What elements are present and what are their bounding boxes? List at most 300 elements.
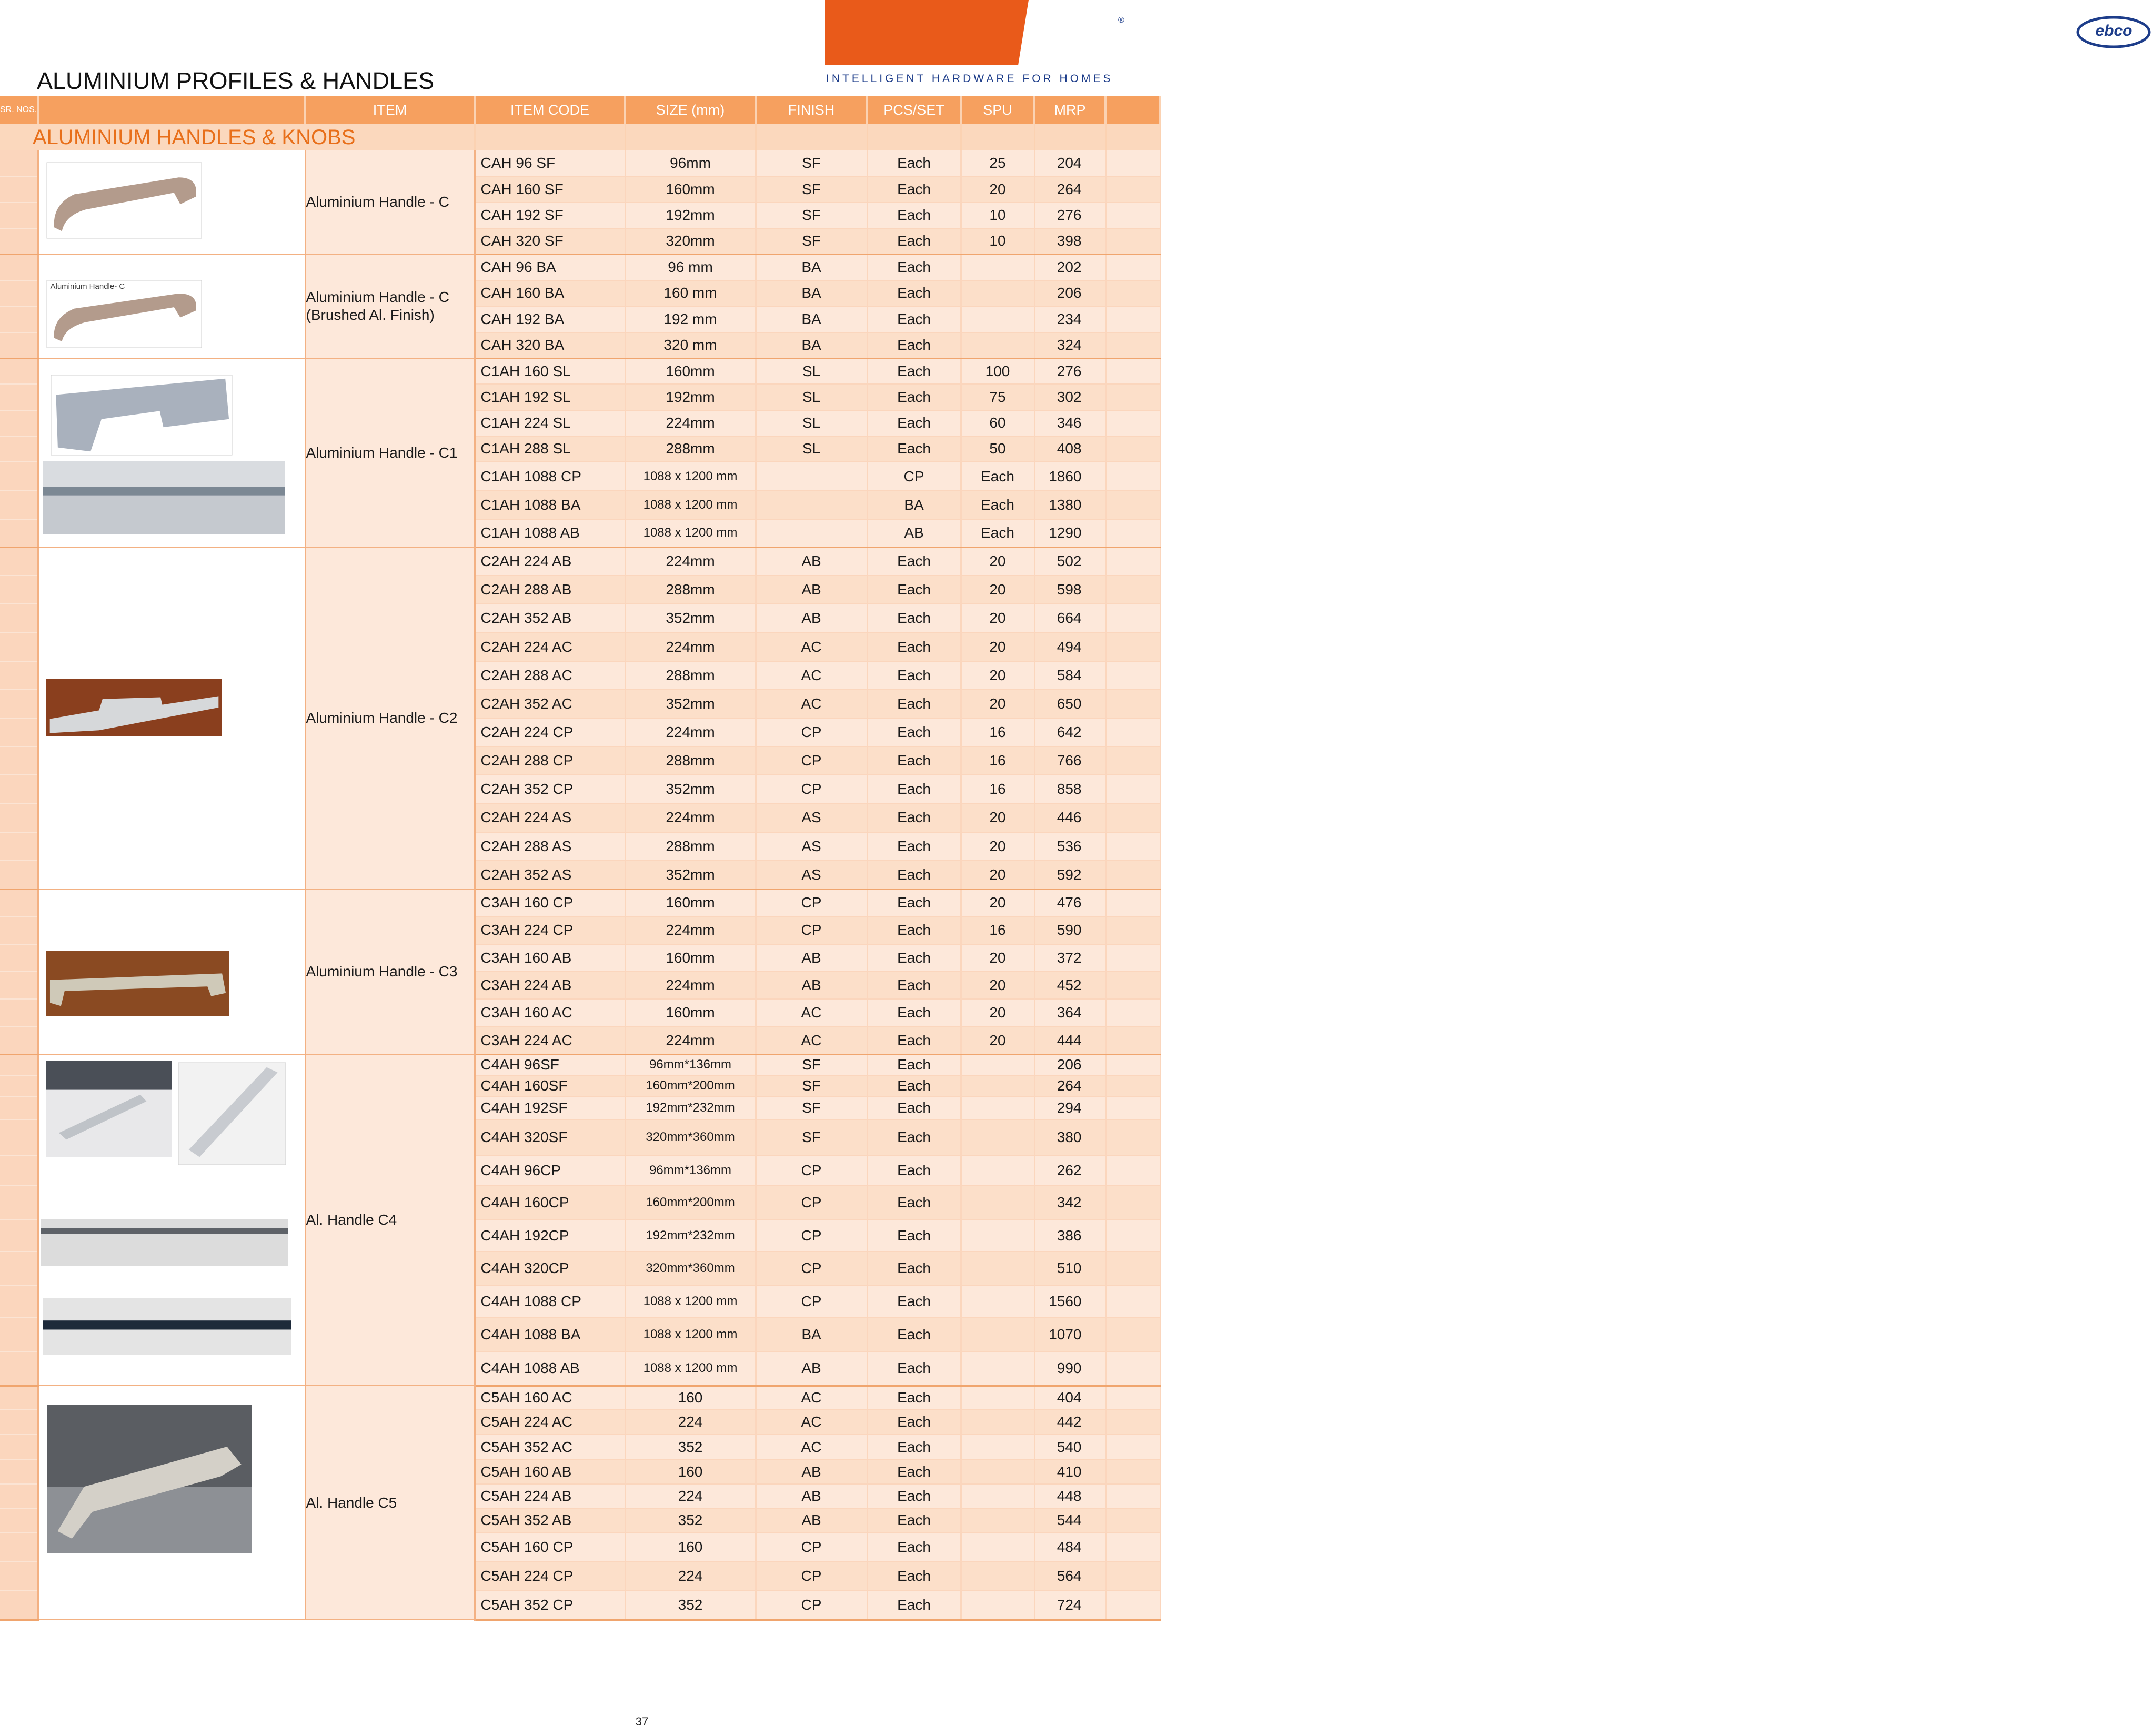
blank-cell (1105, 632, 1160, 661)
section-cell (1034, 124, 1105, 150)
product-image-cell (38, 1054, 305, 1386)
pcs-set: Each (867, 150, 961, 176)
size: 192mm (625, 203, 756, 228)
item-code: C4AH 320SF (475, 1119, 625, 1155)
sr-cell (0, 832, 38, 861)
handle-photo (178, 1062, 286, 1165)
sr-cell (0, 1027, 38, 1054)
sr-cell (0, 1285, 38, 1317)
spu: 16 (961, 718, 1034, 746)
item-code: C2AH 224 CP (475, 718, 625, 746)
blank-cell (1105, 358, 1160, 384)
spu (961, 332, 1034, 359)
item-code: C2AH 352 AB (475, 604, 625, 632)
sr-cell (0, 1386, 38, 1410)
spu: 60 (961, 410, 1034, 436)
section-cell (756, 124, 867, 150)
sr-cell (0, 999, 38, 1026)
section-cell (867, 124, 961, 150)
sr-cell (0, 436, 38, 462)
blank-cell (1105, 604, 1160, 632)
item-code: C2AH 352 CP (475, 775, 625, 803)
sr-cell (0, 1561, 38, 1590)
finish: SF (756, 150, 867, 176)
sr-cell (0, 1484, 38, 1508)
pcs-set: Each (867, 1532, 961, 1561)
size: 160 (625, 1532, 756, 1561)
product-group (0, 1386, 1160, 1620)
sr-cell (0, 775, 38, 803)
finish: AC (756, 1386, 867, 1410)
pcs-set: Each (867, 861, 961, 889)
size: 96 mm (625, 254, 756, 280)
finish: AS (756, 803, 867, 832)
pcs-set: Each (867, 1484, 961, 1508)
mrp: 484 (1034, 1532, 1105, 1561)
sr-cell (0, 1219, 38, 1251)
item-code: CAH 96 BA (475, 254, 625, 280)
item-code: C2AH 288 AS (475, 832, 625, 861)
mrp: 346 (1034, 410, 1105, 436)
product-group (0, 889, 1160, 1054)
sr-cell (0, 1508, 38, 1532)
handle-photo (43, 1298, 291, 1355)
sr-cell (0, 280, 38, 307)
finish (756, 519, 867, 547)
size: 1088 x 1200 mm (625, 519, 756, 547)
spu: Each (961, 462, 1034, 491)
table-row (0, 254, 1160, 280)
pcs-set: Each (867, 1285, 961, 1317)
pcs-set: Each (867, 1351, 961, 1386)
size: 1088 x 1200 mm (625, 491, 756, 519)
blank-cell (1105, 1027, 1160, 1054)
item-code: C1AH 1088 BA (475, 491, 625, 519)
sr-cell (0, 861, 38, 889)
spu (961, 1251, 1034, 1285)
mrp: 858 (1034, 775, 1105, 803)
size: 160 mm (625, 280, 756, 307)
sr-cell (0, 916, 38, 944)
size: 160 (625, 1460, 756, 1484)
pcs-set: Each (867, 1508, 961, 1532)
finish: AB (756, 1351, 867, 1386)
finish: AC (756, 661, 867, 690)
sr-cell (0, 746, 38, 775)
spu (961, 1318, 1034, 1351)
handle-photo (46, 162, 202, 239)
spu (961, 1434, 1034, 1459)
pcs-set: Each (867, 718, 961, 746)
size: 320 mm (625, 332, 756, 359)
sr-cell (0, 604, 38, 632)
item-code: C5AH 160 AB (475, 1460, 625, 1484)
blank-cell (1105, 306, 1160, 332)
blank-cell (1105, 1075, 1160, 1096)
col-spu: SPU (961, 96, 1034, 124)
item-code: C1AH 224 SL (475, 410, 625, 436)
blank-cell (1105, 254, 1160, 280)
spu: 20 (961, 861, 1034, 889)
size: 96mm*136mm (625, 1054, 756, 1075)
spu (961, 1054, 1034, 1075)
mrp: 264 (1034, 176, 1105, 202)
item-code: C4AH 192SF (475, 1096, 625, 1119)
blank-cell (1105, 746, 1160, 775)
spu: 20 (961, 999, 1034, 1026)
mrp: 536 (1034, 832, 1105, 861)
blank-cell (1105, 280, 1160, 307)
size: 288mm (625, 661, 756, 690)
mrp: 294 (1034, 1096, 1105, 1119)
blank-cell (1105, 462, 1160, 491)
product-group (0, 358, 1160, 547)
pcs-set: Each (867, 1251, 961, 1285)
mrp: 476 (1034, 889, 1105, 916)
blank-cell (1105, 944, 1160, 972)
size: 224mm (625, 803, 756, 832)
sr-cell (0, 632, 38, 661)
item-code: C2AH 288 CP (475, 746, 625, 775)
finish: BA (756, 254, 867, 280)
mrp: 408 (1034, 436, 1105, 462)
col-size: SIZE (mm) (625, 96, 756, 124)
pcs-set: Each (867, 576, 961, 604)
mrp: 452 (1034, 972, 1105, 999)
sr-cell (0, 889, 38, 916)
sr-cell (0, 1591, 38, 1620)
spu (961, 1532, 1034, 1561)
finish: AC (756, 632, 867, 661)
pcs-set: Each (867, 228, 961, 254)
blank-cell (1105, 228, 1160, 254)
finish: AB (756, 604, 867, 632)
item-code: CAH 320 BA (475, 332, 625, 359)
pcs-set: AB (867, 519, 961, 547)
mrp: 598 (1034, 576, 1105, 604)
finish: AB (756, 972, 867, 999)
blank-cell (1105, 916, 1160, 944)
blank-cell (1105, 972, 1160, 999)
size: 96mm (625, 150, 756, 176)
item-code: C4AH 160CP (475, 1186, 625, 1219)
mrp: 446 (1034, 803, 1105, 832)
blank-cell (1105, 1591, 1160, 1620)
mrp: 202 (1034, 254, 1105, 280)
blank-cell (1105, 1434, 1160, 1459)
sr-cell (0, 332, 38, 359)
photo-caption: Aluminium Handle- C (50, 282, 125, 291)
item-code: C5AH 160 CP (475, 1532, 625, 1561)
mrp: 1070 (1034, 1318, 1105, 1351)
mrp: 324 (1034, 332, 1105, 359)
finish: CP (756, 1561, 867, 1590)
pcs-set: Each (867, 1219, 961, 1251)
finish: CP (756, 718, 867, 746)
sr-cell (0, 1460, 38, 1484)
blank-cell (1105, 999, 1160, 1026)
item-name: Aluminium Handle - C2 (305, 547, 475, 889)
col-mrp: MRP (1034, 96, 1105, 124)
product-image-cell (38, 254, 305, 358)
finish: SF (756, 176, 867, 202)
sr-cell (0, 1410, 38, 1434)
spu (961, 1460, 1034, 1484)
item-code: C4AH 320CP (475, 1251, 625, 1285)
sr-cell (0, 690, 38, 718)
handle-photo (43, 461, 285, 534)
pcs-set: Each (867, 832, 961, 861)
table-row (0, 1054, 1160, 1075)
size: 160mm*200mm (625, 1075, 756, 1096)
blank-cell (1105, 436, 1160, 462)
spu (961, 1219, 1034, 1251)
item-name: Aluminium Handle - C (Brushed Al. Finish) (305, 254, 475, 358)
finish: AS (756, 861, 867, 889)
spu: 16 (961, 746, 1034, 775)
item-name: Aluminium Handle - C (305, 150, 475, 254)
product-image-cell (38, 547, 305, 889)
page-title: ALUMINIUM PROFILES & HANDLES (37, 67, 435, 94)
size: 352mm (625, 861, 756, 889)
item-name: Aluminium Handle - C3 (305, 889, 475, 1054)
finish: AB (756, 547, 867, 576)
mrp: 724 (1034, 1591, 1105, 1620)
item-name: Aluminium Handle - C1 (305, 358, 475, 547)
blank-cell (1105, 576, 1160, 604)
item-code: C5AH 224 AB (475, 1484, 625, 1508)
mrp: 1290 (1034, 519, 1105, 547)
size: 288mm (625, 576, 756, 604)
spu: Each (961, 519, 1034, 547)
sr-cell (0, 384, 38, 410)
mrp: 206 (1034, 1054, 1105, 1075)
section-title: ALUMINIUM HANDLES & KNOBS (0, 124, 475, 150)
finish: SF (756, 203, 867, 228)
spu: 100 (961, 358, 1034, 384)
pcs-set: Each (867, 746, 961, 775)
mrp: 1860 (1034, 462, 1105, 491)
mrp: 380 (1034, 1119, 1105, 1155)
size: 320mm*360mm (625, 1251, 756, 1285)
product-image-cell (38, 1386, 305, 1620)
mrp: 444 (1034, 1027, 1105, 1054)
mrp: 990 (1034, 1351, 1105, 1386)
pcs-set: Each (867, 436, 961, 462)
handle-photo (51, 375, 233, 456)
item-code: C2AH 288 AC (475, 661, 625, 690)
pcs-set: Each (867, 690, 961, 718)
blank-cell (1105, 690, 1160, 718)
sr-cell (0, 1054, 38, 1075)
sr-cell (0, 410, 38, 436)
blank-cell (1105, 1561, 1160, 1590)
size: 224mm (625, 547, 756, 576)
mrp: 664 (1034, 604, 1105, 632)
spu: 10 (961, 228, 1034, 254)
table-row (0, 150, 1160, 176)
pcs-set: Each (867, 358, 961, 384)
finish: CP (756, 1155, 867, 1186)
finish: CP (756, 1285, 867, 1317)
mrp: 650 (1034, 690, 1105, 718)
pcs-set: Each (867, 632, 961, 661)
pcs-set: Each (867, 604, 961, 632)
blank-cell (1105, 384, 1160, 410)
spu (961, 1075, 1034, 1096)
sr-cell (0, 1351, 38, 1386)
item-code: C1AH 1088 CP (475, 462, 625, 491)
pcs-set: Each (867, 1155, 961, 1186)
pcs-set: Each (867, 410, 961, 436)
size: 96mm*136mm (625, 1155, 756, 1186)
pcs-set: Each (867, 384, 961, 410)
mrp: 448 (1034, 1484, 1105, 1508)
item-code: C5AH 160 AC (475, 1386, 625, 1410)
finish: SF (756, 1119, 867, 1155)
spu: 20 (961, 661, 1034, 690)
mrp: 372 (1034, 944, 1105, 972)
pcs-set: Each (867, 280, 961, 307)
pcs-set: Each (867, 803, 961, 832)
mrp: 206 (1034, 280, 1105, 307)
pcs-set: Each (867, 547, 961, 576)
sr-cell (0, 306, 38, 332)
spu: 16 (961, 916, 1034, 944)
blank-cell (1105, 1410, 1160, 1434)
mrp: 544 (1034, 1508, 1105, 1532)
spu: 50 (961, 436, 1034, 462)
mrp: 540 (1034, 1434, 1105, 1459)
size: 352 (625, 1434, 756, 1459)
section-cell (625, 124, 756, 150)
spu (961, 1410, 1034, 1434)
item-code: C2AH 352 AS (475, 861, 625, 889)
item-code: C4AH 1088 BA (475, 1318, 625, 1351)
size: 1088 x 1200 mm (625, 1285, 756, 1317)
size: 320mm (625, 228, 756, 254)
mrp: 404 (1034, 1386, 1105, 1410)
item-code: C1AH 1088 AB (475, 519, 625, 547)
size: 224 (625, 1484, 756, 1508)
finish: CP (756, 889, 867, 916)
item-code: CAH 320 SF (475, 228, 625, 254)
sr-cell (0, 254, 38, 280)
mrp: 1560 (1034, 1285, 1105, 1317)
finish: AC (756, 1434, 867, 1459)
page-number: 37 (635, 1715, 649, 1728)
item-code: C3AH 160 AB (475, 944, 625, 972)
mrp: 302 (1034, 384, 1105, 410)
item-code: C4AH 1088 AB (475, 1351, 625, 1386)
finish: SF (756, 1054, 867, 1075)
spu: 20 (961, 547, 1034, 576)
col-blank (1105, 96, 1160, 124)
table-header (0, 96, 1160, 124)
mrp: 386 (1034, 1219, 1105, 1251)
spu: Each (961, 491, 1034, 519)
col-pcs-set: PCS/SET (867, 96, 961, 124)
finish: CP (756, 1251, 867, 1285)
mrp: 590 (1034, 916, 1105, 944)
item-code: C5AH 352 AB (475, 1508, 625, 1532)
spu: 20 (961, 972, 1034, 999)
finish: SL (756, 436, 867, 462)
table-row (0, 358, 1160, 384)
pcs-set: Each (867, 306, 961, 332)
spu: 20 (961, 889, 1034, 916)
finish: SL (756, 384, 867, 410)
size: 224mm (625, 632, 756, 661)
spu: 20 (961, 803, 1034, 832)
finish: BA (756, 306, 867, 332)
size: 352 (625, 1508, 756, 1532)
spu (961, 280, 1034, 307)
item-code: C5AH 352 AC (475, 1434, 625, 1459)
blank-cell (1105, 1484, 1160, 1508)
item-code: C2AH 224 AB (475, 547, 625, 576)
blank-cell (1105, 410, 1160, 436)
item-code: C4AH 96SF (475, 1054, 625, 1075)
spu: 20 (961, 176, 1034, 202)
col-sr: SR. NOS. (0, 96, 38, 124)
spu: 20 (961, 576, 1034, 604)
size: 352mm (625, 604, 756, 632)
pcs-set: Each (867, 916, 961, 944)
table-row (0, 1386, 1160, 1410)
pcs-set: Each (867, 1410, 961, 1434)
item-code: C4AH 1088 CP (475, 1285, 625, 1317)
finish: SL (756, 410, 867, 436)
section-row (0, 124, 1160, 150)
pcs-set: Each (867, 1027, 961, 1054)
mrp: 342 (1034, 1186, 1105, 1219)
finish: AC (756, 690, 867, 718)
mrp: 1380 (1034, 491, 1105, 519)
col-image (38, 96, 305, 124)
sr-cell (0, 358, 38, 384)
item-name: Al. Handle C4 (305, 1054, 475, 1386)
mrp: 502 (1034, 547, 1105, 576)
blank-cell (1105, 1318, 1160, 1351)
item-code: C4AH 96CP (475, 1155, 625, 1186)
mrp: 364 (1034, 999, 1105, 1026)
item-code: CAH 192 BA (475, 306, 625, 332)
spu: 20 (961, 632, 1034, 661)
size: 288mm (625, 746, 756, 775)
finish: AB (756, 1508, 867, 1532)
mrp: 766 (1034, 746, 1105, 775)
size: 224mm (625, 972, 756, 999)
col-finish: FINISH (756, 96, 867, 124)
mrp: 442 (1034, 1410, 1105, 1434)
product-image-cell (38, 150, 305, 254)
pcs-set: Each (867, 1318, 961, 1351)
size: 192mm (625, 384, 756, 410)
pcs-set: Each (867, 1561, 961, 1590)
pcs-set: Each (867, 1096, 961, 1119)
tagline: INTELLIGENT HARDWARE FOR HOMES (826, 73, 1113, 85)
finish: AB (756, 944, 867, 972)
pcs-set: Each (867, 1075, 961, 1096)
handle-photo (47, 1405, 252, 1553)
pcs-set: Each (867, 1119, 961, 1155)
finish: CP (756, 1186, 867, 1219)
sr-cell (0, 661, 38, 690)
spu: 20 (961, 944, 1034, 972)
table-row (0, 547, 1160, 576)
spu (961, 306, 1034, 332)
